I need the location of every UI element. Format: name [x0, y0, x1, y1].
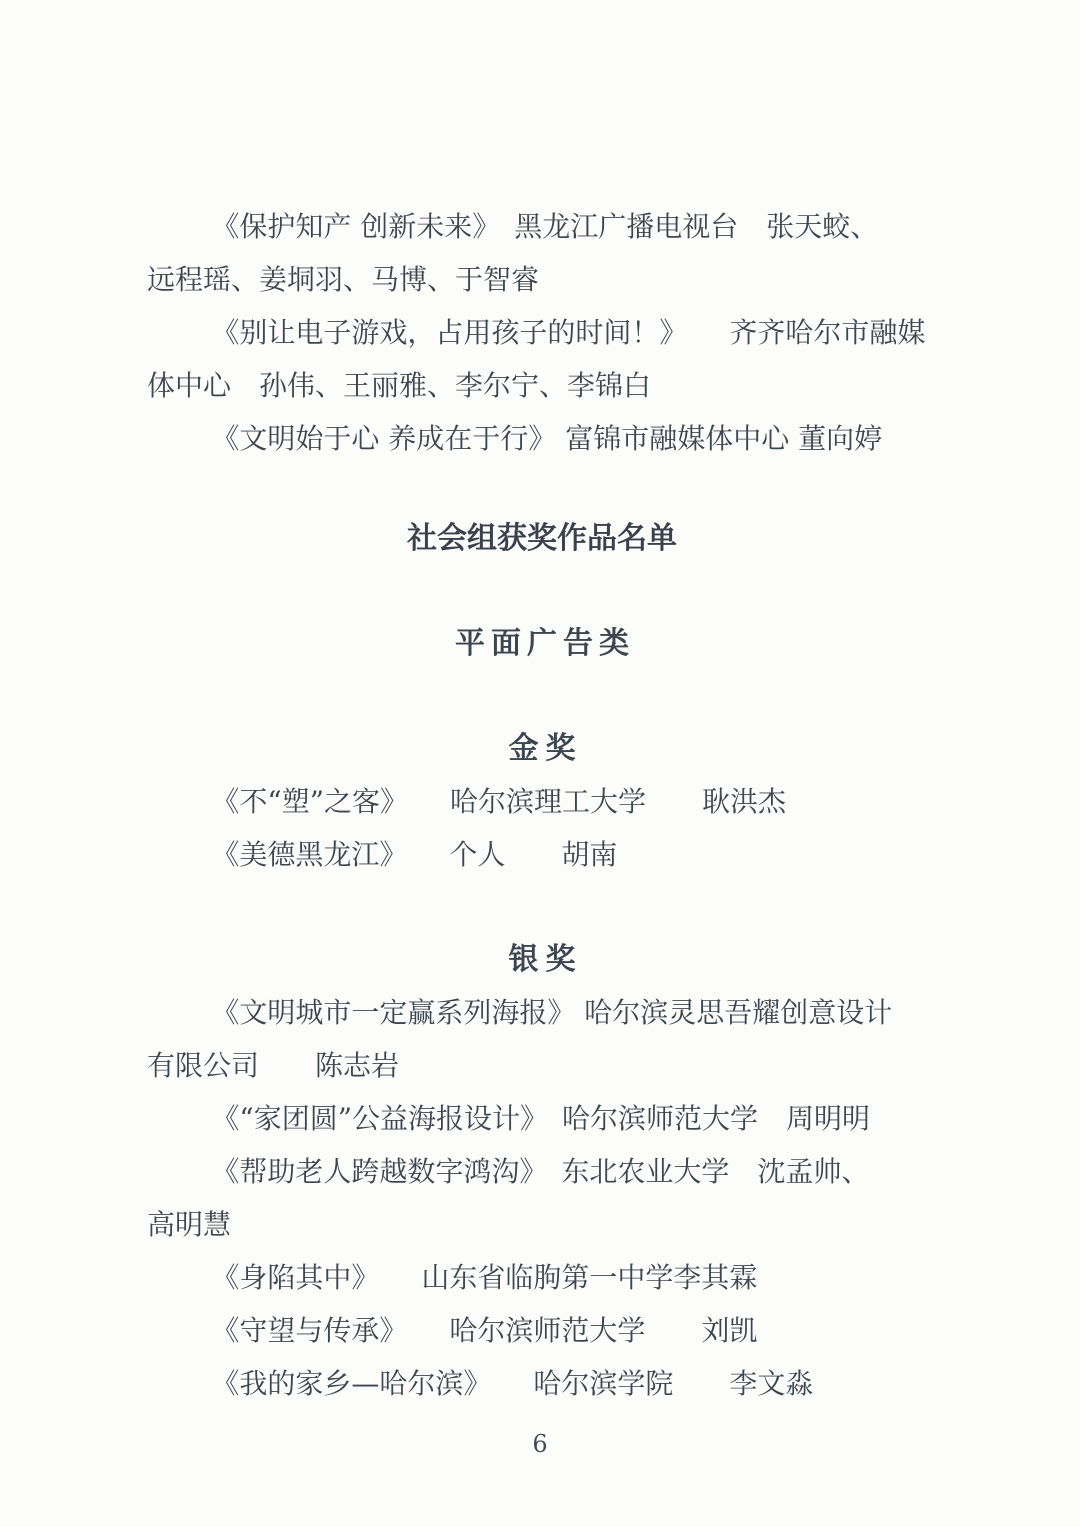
entry-line: 《保护知产 创新未来》 黑龙江广播电视台 张天蛟、: [211, 210, 879, 243]
entry-continuation-line: 体中心 孙伟、王丽雅、李尔宁、李锦白: [147, 369, 652, 402]
entry-line: 《身陷其中》 山东省临朐第一中学李其霖: [211, 1261, 758, 1294]
page-number: 6: [532, 1430, 548, 1458]
entry-line: 《帮助老人跨越数字鸿沟》 东北农业大学 沈孟帅、: [211, 1155, 870, 1188]
entry-continuation-line: 高明慧: [147, 1208, 232, 1241]
category-title: 平面广告类: [455, 626, 635, 661]
entry-line: 《守望与传承》 哈尔滨师范大学 刘凯: [211, 1314, 758, 1347]
award-label-silver: 银奖: [508, 942, 583, 977]
entry-line: 《不“塑”之客》 哈尔滨理工大学 耿洪杰: [211, 785, 787, 818]
entry-continuation-line: 有限公司 陈志岩: [147, 1049, 400, 1082]
award-label-gold: 金奖: [508, 731, 583, 766]
entry-line: 《文明城市一定赢系列海报》 哈尔滨灵思吾耀创意设计: [211, 996, 893, 1029]
entry-line: 《我的家乡—哈尔滨》 哈尔滨学院 李文淼: [211, 1367, 814, 1400]
entry-line: 《美德黑龙江》 个人 胡南: [211, 838, 618, 871]
entry-line: 《别让电子游戏，占用孩子的时间！》 齐齐哈尔市融媒: [211, 316, 926, 349]
entry-line: 《“家团圆”公益海报设计》 哈尔滨师范大学 周明明: [211, 1102, 871, 1135]
entry-continuation-line: 远程瑶、姜垌羽、马博、于智睿: [147, 263, 540, 296]
entry-line: 《文明始于心 养成在于行》 富锦市融媒体中心 董向婷: [211, 422, 883, 455]
section-title: 社会组获奖作品名单: [407, 521, 677, 556]
